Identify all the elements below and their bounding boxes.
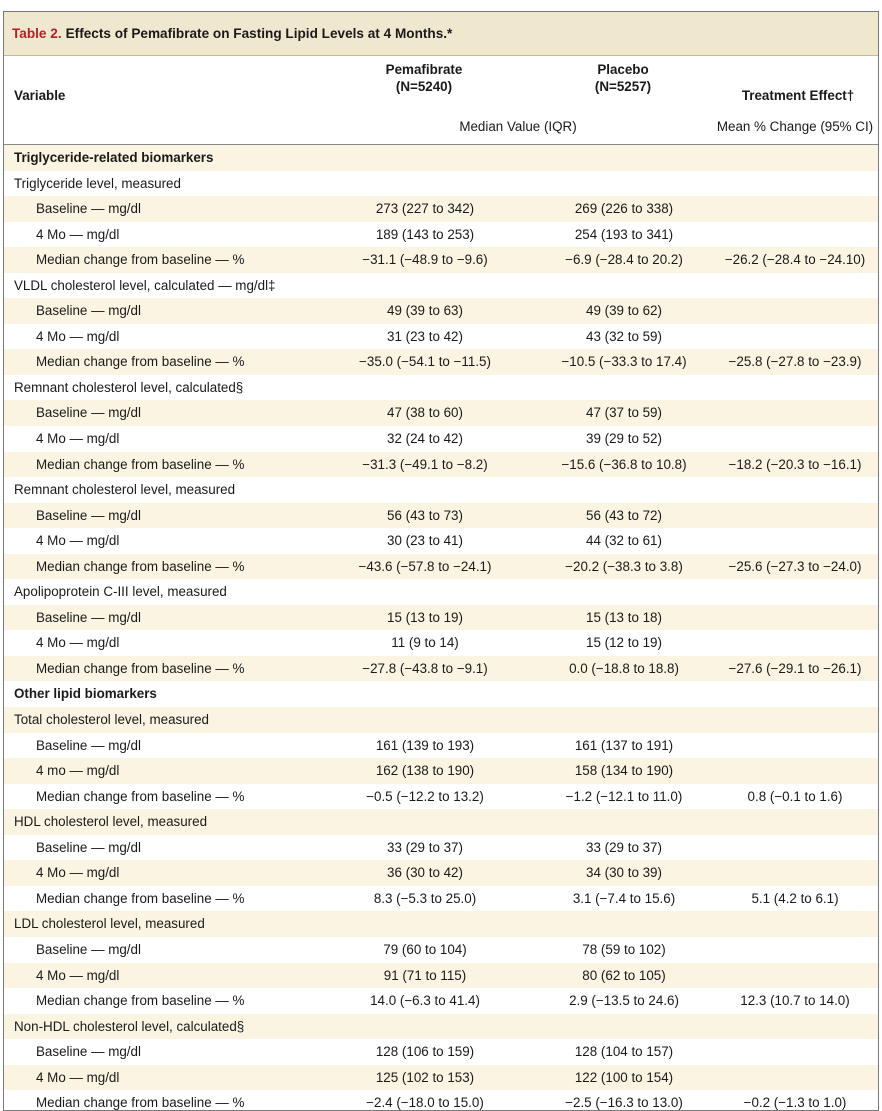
pemafibrate-cell: 36 (30 to 42)	[387, 865, 463, 881]
placebo-cell: 80 (62 to 105)	[582, 967, 666, 983]
treatment-effect-cell: −27.6 (−29.1 to −26.1)	[728, 660, 862, 676]
treatment-effect-cell: −25.6 (−27.3 to −24.0)	[728, 558, 862, 574]
table-row	[4, 222, 878, 248]
row-label: Median change from baseline — %	[36, 354, 245, 370]
row-label: Baseline — mg/dl	[36, 941, 141, 957]
placebo-cell: 3.1 (−7.4 to 15.6)	[572, 890, 676, 906]
treatment-effect-cell: −26.2 (−28.4 to −24.10)	[724, 252, 866, 268]
treatment-effect-cell: −18.2 (−20.3 to −16.1)	[728, 456, 862, 472]
table-row	[4, 1039, 878, 1065]
pemafibrate-cell: 33 (29 to 37)	[387, 839, 463, 855]
placebo-cell: −2.5 (−16.3 to 13.0)	[565, 1095, 683, 1111]
column-header-treatment-effect: Treatment Effect†	[741, 88, 855, 103]
table-row	[4, 298, 878, 324]
treatment-effect-cell: −0.2 (−1.3 to 1.0)	[743, 1095, 847, 1111]
table-row	[4, 860, 878, 886]
row-label: 4 mo — mg/dl	[36, 763, 120, 779]
row-label: Baseline — mg/dl	[36, 1044, 141, 1060]
pemafibrate-cell: 32 (24 to 42)	[387, 431, 463, 447]
placebo-cell: −15.6 (−36.8 to 10.8)	[561, 456, 687, 472]
group-row	[4, 171, 878, 197]
row-label: Median change from baseline — %	[36, 252, 245, 268]
pemafibrate-cell: −31.3 (−49.1 to −8.2)	[362, 456, 488, 472]
placebo-cell: 49 (39 to 62)	[586, 303, 662, 319]
placebo-n: (N=5257)	[594, 79, 652, 94]
pemafibrate-cell: −0.5 (−12.2 to 13.2)	[366, 788, 484, 804]
pemafibrate-cell: 273 (227 to 342)	[375, 201, 475, 217]
table-row	[4, 324, 878, 350]
table-row	[4, 758, 878, 784]
placebo-cell: −6.9 (−28.4 to 20.2)	[565, 252, 683, 268]
placebo-label: Placebo	[597, 62, 649, 77]
table-row	[4, 784, 878, 810]
table-row	[4, 349, 878, 375]
row-label: HDL cholesterol level, measured	[14, 814, 208, 830]
pemafibrate-cell: 31 (23 to 42)	[387, 328, 463, 344]
placebo-cell: 44 (32 to 61)	[586, 533, 662, 549]
column-header-variable: Variable	[14, 88, 66, 103]
placebo-cell: 39 (29 to 52)	[586, 431, 662, 447]
pemafibrate-cell: 125 (102 to 153)	[375, 1069, 475, 1085]
table-row	[4, 937, 878, 963]
table-title-bar	[4, 12, 878, 56]
row-label: Median change from baseline — %	[36, 993, 245, 1009]
table-row	[4, 1090, 878, 1111]
table-row	[4, 656, 878, 682]
row-label: Median change from baseline — %	[36, 1095, 245, 1111]
row-label: Remnant cholesterol level, measured	[14, 482, 236, 498]
treatment-effect-cell: 0.8 (−0.1 to 1.6)	[747, 788, 843, 804]
placebo-cell: −20.2 (−38.3 to 3.8)	[565, 558, 683, 574]
row-label: Non-HDL cholesterol level, calculated§	[14, 1018, 245, 1034]
row-label: 4 Mo — mg/dl	[36, 865, 120, 881]
pemafibrate-cell: −35.0 (−54.1 to −11.5)	[359, 354, 491, 370]
pemafibrate-cell: 47 (38 to 60)	[387, 405, 463, 421]
table-header	[4, 56, 878, 145]
row-label: Median change from baseline — %	[36, 456, 245, 472]
row-label: 4 Mo — mg/dl	[36, 431, 120, 447]
table-row	[4, 605, 878, 631]
placebo-cell: 34 (30 to 39)	[586, 865, 662, 881]
pemafibrate-cell: 91 (71 to 115)	[383, 967, 467, 983]
row-label: Apolipoprotein C-III level, measured	[14, 584, 227, 600]
table-row	[4, 988, 878, 1014]
group-row	[4, 273, 878, 299]
placebo-cell: 15 (12 to 19)	[586, 635, 662, 651]
row-label: Median change from baseline — %	[36, 558, 245, 574]
row-label: Baseline — mg/dl	[36, 405, 141, 421]
table-row	[4, 630, 878, 656]
row-label: Baseline — mg/dl	[36, 507, 141, 523]
placebo-cell: 47 (37 to 59)	[586, 405, 662, 421]
placebo-cell: 161 (137 to 191)	[574, 737, 674, 753]
table-row	[4, 452, 878, 478]
table-row	[4, 1065, 878, 1091]
placebo-cell: 0.0 (−18.8 to 18.8)	[569, 660, 679, 676]
pemafibrate-cell: 161 (139 to 193)	[375, 737, 475, 753]
pemafibrate-cell: −2.4 (−18.0 to 15.0)	[366, 1095, 484, 1111]
row-label: Baseline — mg/dl	[36, 737, 141, 753]
row-label: Total cholesterol level, measured	[14, 712, 210, 728]
row-label: Median change from baseline — %	[36, 788, 245, 804]
pemafibrate-cell: 128 (106 to 159)	[375, 1044, 475, 1060]
row-label: Baseline — mg/dl	[36, 303, 141, 319]
table-row	[4, 426, 878, 452]
placebo-cell: 158 (134 to 190)	[574, 763, 674, 779]
treatment-effect-cell: −25.8 (−27.8 to −23.9)	[728, 354, 862, 370]
row-label: Baseline — mg/dl	[36, 609, 141, 625]
row-label: 4 Mo — mg/dl	[36, 1069, 120, 1085]
row-label: 4 Mo — mg/dl	[36, 635, 120, 651]
subheader-mean-change: Mean % Change (95% CI)	[716, 119, 874, 134]
row-label: Remnant cholesterol level, calculated§	[14, 379, 244, 395]
placebo-cell: 269 (226 to 338)	[574, 201, 674, 217]
table-number: Table 2.	[12, 26, 62, 41]
group-row	[4, 1014, 878, 1040]
table-row	[4, 835, 878, 861]
pemafibrate-cell: 56 (43 to 73)	[387, 507, 463, 523]
pemafibrate-label: Pemafibrate	[385, 62, 463, 77]
group-row	[4, 809, 878, 835]
placebo-cell: 2.9 (−13.5 to 24.6)	[569, 993, 679, 1009]
treatment-effect-cell: 5.1 (4.2 to 6.1)	[751, 890, 839, 906]
group-row	[4, 375, 878, 401]
row-label: Other lipid biomarkers	[14, 686, 157, 702]
row-label: LDL cholesterol level, measured	[14, 916, 205, 932]
column-header-placebo	[538, 61, 708, 95]
pemafibrate-cell: −43.6 (−57.8 to −24.1)	[358, 558, 492, 574]
section-row	[4, 145, 878, 171]
pemafibrate-cell: −31.1 (−48.9 to −9.6)	[362, 252, 488, 268]
placebo-cell: 254 (193 to 341)	[574, 226, 674, 242]
row-label: Median change from baseline — %	[36, 660, 245, 676]
table-row	[4, 247, 878, 273]
table-row	[4, 196, 878, 222]
table-row	[4, 528, 878, 554]
table-title: Effects of Pemafibrate on Fasting Lipid Levels at 4 Months.*	[65, 26, 453, 41]
row-label: 4 Mo — mg/dl	[36, 967, 120, 983]
row-label: 4 Mo — mg/dl	[36, 328, 120, 344]
row-label: 4 Mo — mg/dl	[36, 226, 120, 242]
table-body	[4, 145, 878, 1111]
pemafibrate-cell: 79 (60 to 104)	[383, 941, 467, 957]
section-row	[4, 681, 878, 707]
group-row	[4, 707, 878, 733]
placebo-cell: 15 (13 to 18)	[586, 609, 662, 625]
table-row	[4, 503, 878, 529]
table-row	[4, 400, 878, 426]
table-row	[4, 886, 878, 912]
placebo-cell: −1.2 (−12.1 to 11.0)	[565, 788, 683, 804]
pemafibrate-cell: 15 (13 to 19)	[387, 609, 463, 625]
placebo-cell: 33 (29 to 37)	[586, 839, 662, 855]
table-row	[4, 733, 878, 759]
pemafibrate-n: (N=5240)	[395, 79, 453, 94]
placebo-cell: 122 (100 to 154)	[574, 1069, 674, 1085]
table-row	[4, 554, 878, 580]
row-label: 4 Mo — mg/dl	[36, 533, 120, 549]
placebo-cell: −10.5 (−33.3 to 17.4)	[561, 354, 687, 370]
table-row	[4, 963, 878, 989]
pemafibrate-cell: 49 (39 to 63)	[387, 303, 463, 319]
pemafibrate-cell: 11 (9 to 14)	[391, 635, 459, 651]
pemafibrate-cell: 30 (23 to 41)	[387, 533, 463, 549]
pemafibrate-cell: −27.8 (−43.8 to −9.1)	[362, 660, 488, 676]
column-header-pemafibrate	[339, 61, 509, 95]
placebo-cell: 78 (59 to 102)	[582, 941, 666, 957]
group-row	[4, 579, 878, 605]
pemafibrate-cell: 162 (138 to 190)	[375, 763, 475, 779]
placebo-cell: 128 (104 to 157)	[574, 1044, 674, 1060]
pemafibrate-cell: 14.0 (−6.3 to 41.4)	[370, 993, 480, 1009]
placebo-cell: 56 (43 to 72)	[586, 507, 662, 523]
row-label: Baseline — mg/dl	[36, 201, 141, 217]
row-label: Baseline — mg/dl	[36, 839, 141, 855]
row-label: Triglyceride-related biomarkers	[14, 150, 214, 165]
table-frame	[3, 11, 879, 1111]
row-label: Median change from baseline — %	[36, 890, 245, 906]
group-row	[4, 477, 878, 503]
row-label: Triglyceride level, measured	[14, 175, 181, 191]
placebo-cell: 43 (32 to 59)	[586, 328, 662, 344]
subheader-median-value: Median Value (IQR)	[459, 119, 577, 134]
treatment-effect-cell: 12.3 (10.7 to 14.0)	[740, 993, 850, 1009]
pemafibrate-cell: 8.3 (−5.3 to 25.0)	[373, 890, 477, 906]
pemafibrate-cell: 189 (143 to 253)	[375, 226, 475, 242]
row-label: VLDL cholesterol level, calculated — mg/dl‡	[14, 277, 276, 293]
group-row	[4, 911, 878, 937]
